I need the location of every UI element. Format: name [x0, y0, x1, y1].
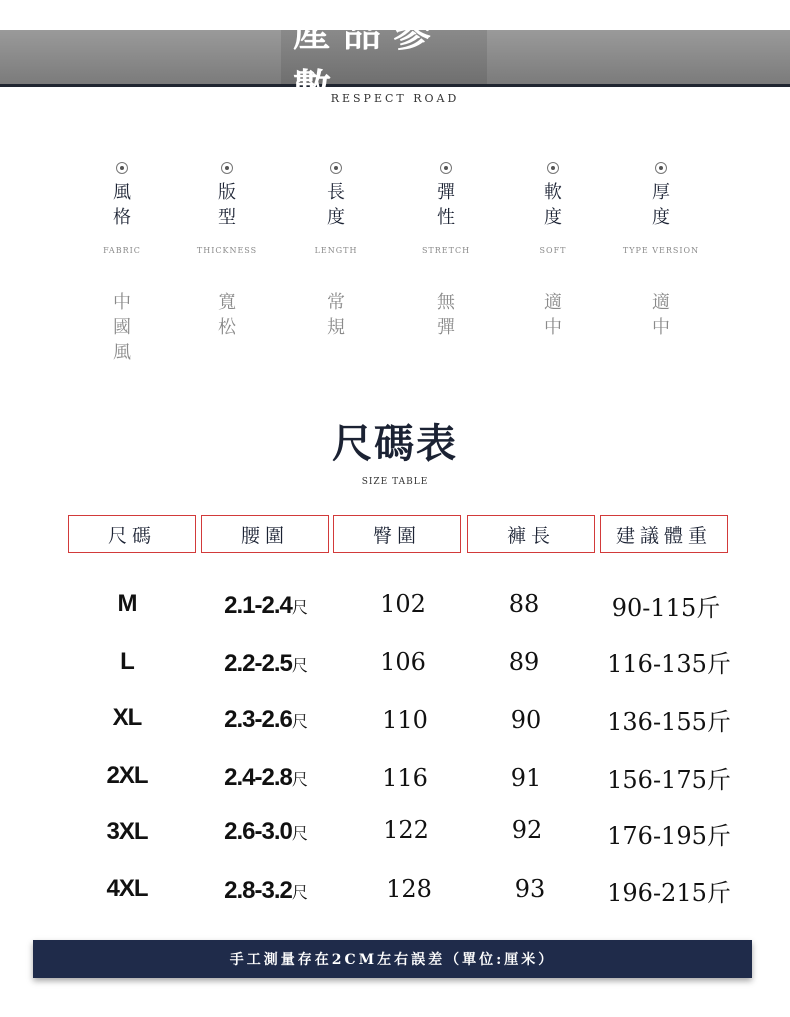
- attribute-name: 版型: [218, 182, 236, 228]
- cell-size: 3XL: [106, 818, 148, 845]
- waist-value: 2.2-2.5: [224, 650, 292, 677]
- circle-dot-icon: [440, 162, 452, 174]
- attribute-value: [503, 290, 603, 340]
- waist-unit: 尺: [291, 658, 308, 675]
- cell-weight: [612, 588, 720, 623]
- attribute-en-label: FABRIC: [103, 246, 141, 255]
- cell-length: 88: [508, 590, 540, 618]
- page-title: 產品參數: [293, 10, 444, 110]
- waist-value: 2.8-3.2: [224, 877, 292, 904]
- weight-unit: 斤: [706, 879, 731, 907]
- waist-value: 2.3-2.6: [224, 706, 292, 733]
- cell-hip: 102: [380, 590, 426, 618]
- weight-value: 156-175: [607, 766, 707, 794]
- waist-unit: 尺: [291, 772, 308, 789]
- circle-dot-icon: [330, 162, 342, 174]
- attribute-stretch: [396, 162, 496, 230]
- cell-hip: 110: [382, 706, 428, 734]
- weight-value: 90-115: [611, 594, 697, 622]
- cell-waist: [224, 764, 308, 792]
- attribute-length: [286, 162, 386, 230]
- cell-waist: [224, 877, 308, 905]
- attribute-value-text: 無彈: [437, 292, 455, 338]
- waist-unit: 尺: [291, 714, 308, 731]
- cell-hip: 106: [380, 648, 426, 676]
- weight-unit: 斤: [706, 708, 731, 736]
- waist-unit: 尺: [291, 600, 308, 617]
- cell-length: 93: [514, 875, 546, 903]
- cell-weight: [607, 873, 731, 908]
- waist-value: 2.4-2.8: [224, 764, 292, 791]
- header-size: 尺碼: [68, 515, 196, 553]
- attribute-en-label: THICKNESS: [196, 246, 258, 255]
- attribute-value-text: 寬松: [218, 292, 236, 338]
- cell-waist: [224, 706, 308, 734]
- attribute-value: [611, 290, 711, 340]
- attribute-softness: [503, 162, 603, 230]
- cell-size: M: [117, 590, 137, 617]
- waist-unit: 尺: [291, 885, 308, 902]
- attribute-en-label: TYPE VERSION: [622, 246, 700, 255]
- weight-unit: 斤: [706, 766, 731, 794]
- cell-length: 92: [511, 816, 543, 844]
- cell-waist: [224, 650, 308, 678]
- attribute-fit: [177, 162, 277, 230]
- cell-weight: [607, 644, 731, 679]
- attribute-name: 長度: [327, 182, 345, 228]
- attribute-en-label: STRETCH: [421, 246, 471, 255]
- circle-dot-icon: [116, 162, 128, 174]
- size-table-subtitle: SIZE TABLE: [361, 477, 429, 487]
- attribute-value-text: 中國風: [113, 292, 131, 363]
- size-table-title: 尺碼表: [332, 420, 458, 467]
- attribute-style: [72, 162, 172, 230]
- attribute-name: 風格: [113, 182, 131, 228]
- header-hip: 臀圍: [333, 515, 461, 553]
- measurement-note-bar: [33, 940, 752, 978]
- cell-length: 90: [510, 706, 542, 734]
- cell-waist: [224, 592, 308, 620]
- attribute-value: [396, 290, 496, 340]
- waist-value: 2.6-3.0: [224, 818, 292, 845]
- attribute-value: [286, 290, 386, 340]
- weight-value: 116-135: [607, 650, 707, 678]
- attribute-value-text: 適中: [652, 292, 670, 338]
- circle-dot-icon: [547, 162, 559, 174]
- cell-hip: 128: [386, 875, 432, 903]
- cell-size: XL: [112, 704, 142, 731]
- cell-weight: [607, 702, 731, 737]
- attribute-en-label: SOFT: [539, 246, 567, 255]
- attribute-en-label: LENGTH: [314, 246, 358, 255]
- attribute-value-text: 常規: [327, 292, 345, 338]
- measurement-note: 手工測量存在2CM左右誤差（單位:厘米）: [229, 952, 556, 968]
- cell-hip: 122: [383, 816, 429, 844]
- cell-weight: [607, 760, 731, 795]
- waist-value: 2.1-2.4: [224, 592, 292, 619]
- waist-unit: 尺: [291, 826, 308, 843]
- attribute-name: 軟度: [544, 182, 562, 228]
- weight-value: 136-155: [607, 708, 707, 736]
- header-waist: 腰圍: [201, 515, 329, 553]
- cell-length: 91: [510, 764, 542, 792]
- cell-size: 4XL: [106, 875, 148, 902]
- attribute-name: 厚度: [652, 182, 670, 228]
- weight-unit: 斤: [696, 594, 721, 622]
- cell-length: 89: [508, 648, 540, 676]
- cell-weight: [607, 816, 731, 851]
- cell-waist: [224, 818, 308, 846]
- weight-value: 196-215: [607, 879, 707, 907]
- weight-unit: 斤: [706, 650, 731, 678]
- cell-size: L: [120, 648, 134, 675]
- header-weight: 建議體重: [600, 515, 728, 553]
- weight-unit: 斤: [706, 822, 731, 850]
- circle-dot-icon: [221, 162, 233, 174]
- weight-value: 176-195: [607, 822, 707, 850]
- attribute-name: 彈性: [437, 182, 455, 228]
- attribute-value: [72, 290, 172, 365]
- header-length: 褲長: [467, 515, 595, 553]
- cell-size: 2XL: [106, 762, 148, 789]
- attribute-thickness: [611, 162, 711, 230]
- attribute-value: [177, 290, 277, 340]
- attribute-value-text: 適中: [544, 292, 562, 338]
- cell-hip: 116: [382, 764, 428, 792]
- circle-dot-icon: [655, 162, 667, 174]
- page-subtitle: RESPECT ROAD: [330, 92, 460, 105]
